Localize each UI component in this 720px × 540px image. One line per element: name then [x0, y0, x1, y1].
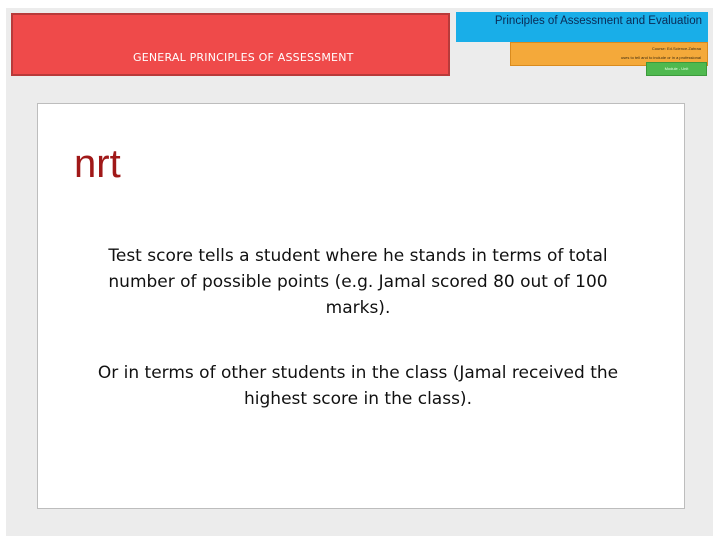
- course-title: Principles of Assessment and Evaluation: [494, 15, 702, 27]
- slide-heading: nrt: [74, 142, 121, 186]
- body-paragraph-1: Test score tells a student where he stands in terms of total number of possible points (e.g. Jamal scored 80 out of 100 marks).: [108, 246, 608, 318]
- course-info-line-1: Course: Ed.Science.Zahraa: [651, 46, 701, 51]
- banner-title: GENERAL PRINCIPLES OF ASSESSMENT: [133, 51, 354, 64]
- content-card: [37, 103, 685, 509]
- module-badge-label: Module - Unit: [664, 66, 689, 71]
- course-title-bar: [456, 12, 708, 42]
- body-paragraph-2: Or in terms of other students in the class (Jamal received the highest score in the class).: [97, 363, 619, 409]
- title-banner: [11, 13, 450, 76]
- module-badge: [646, 62, 707, 76]
- course-info-line-2: uses to tell and to include or in a professional: [620, 55, 701, 60]
